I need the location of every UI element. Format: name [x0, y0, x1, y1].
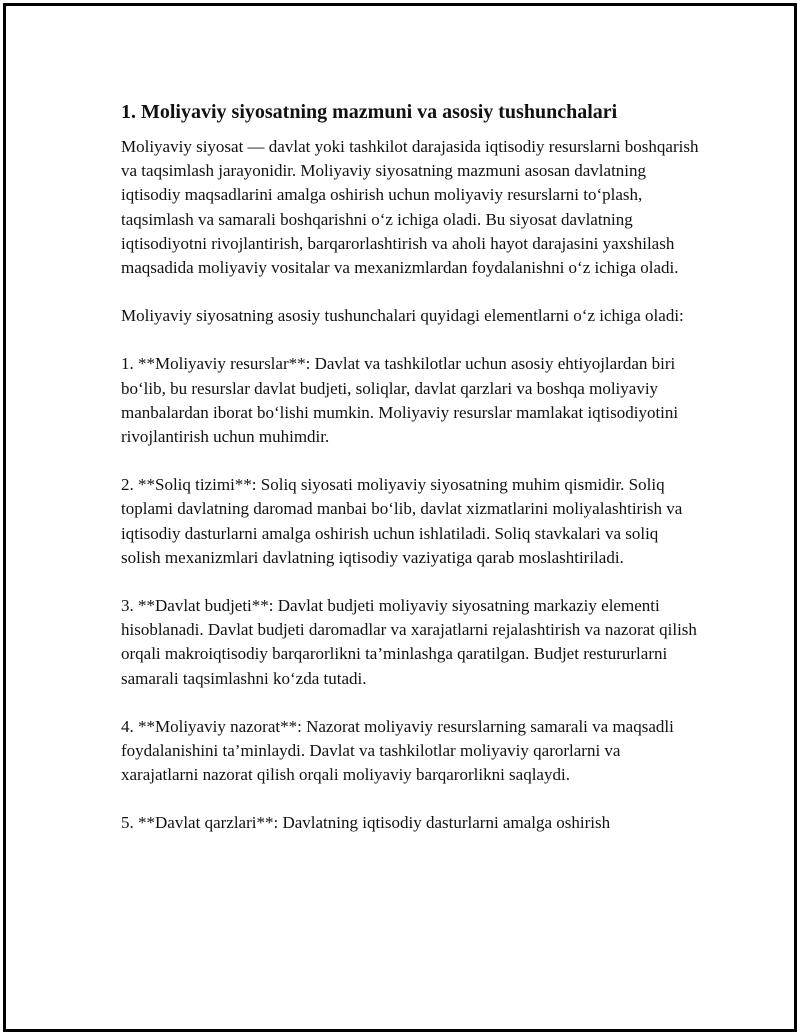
concepts-lead-paragraph: Moliyaviy siyosatning asosiy tushunchalari quyidagi elementlarni o‘z ichiga oladi:: [121, 306, 684, 326]
intro-paragraph: Moliyaviy siyosat — davlat yoki tashkilot darajasida iqtisodiy resurslarni boshqarish va taqsimlash jarayonidir. Moliyaviy siyosatning mazmuni asosan davlatning iqtisodiy maqsadlarini amalga oshirish uchun moliyaviy resurslarni to‘plash, taqsimlash va samarali boshqarishni o‘z ichiga oladi. Bu siyosat davlatning iqtisodiyotni rivojlantirish, barqarorlashtirish va aholi hayot darajasini yaxshilash maqsadida moliyaviy vositalar va mexanizmlardan foydalanishni o‘z ichiga oladi.: [121, 137, 699, 278]
section-heading: 1. Moliyaviy siyosatning mazmuni va asosiy tushunchalari: [121, 101, 618, 123]
list-item-tax-system: 2. **Soliq tizimi**: Soliq siyosati moliyaviy siyosatning muhim qismidir. Soliq toplami davlatning daromad manbai bo‘lib, davlat xizmatlarini moliyalashtirish va iqtisodiy dasturlarni amalga oshirish uchun ishlatiladi. Soliq stavkalari va soliq solish mexanizmlari davlatning iqtisodiy vaziyatiga qarab moslashtiriladi.: [121, 475, 683, 567]
list-item-financial-resources: 1. **Moliyaviy resurslar**: Davlat va tashkilotlar uchun asosiy ehtiyojlardan biri bo‘lib, bu resurslar davlat budjeti, soliqlar, davlat qarzlari va boshqa moliyaviy manbalardan iborat bo‘lishi mumkin. Moliyaviy resurslar mamlakat iqtisodiyotini rivojlantirish uchun muhimdir.: [121, 354, 679, 447]
document-body: [121, 99, 701, 860]
list-item-state-debts: 5. **Davlat qarzlari**: Davlatning iqtisodiy dasturlarni amalga oshirish: [121, 813, 611, 833]
page-frame: [3, 3, 797, 1032]
list-item-financial-control: 4. **Moliyaviy nazorat**: Nazorat moliyaviy resurslarning samarali va maqsadli foydalanishini ta’minlaydi. Davlat va tashkilotlar moliyaviy qarorlarni va xarajatlarni nazorat qilish orqali moliyaviy barqarorlikni saqlaydi.: [121, 716, 674, 785]
list-item-state-budget: 3. **Davlat budjeti**: Davlat budjeti moliyaviy siyosatning markaziy elementi hisoblanadi. Davlat budjeti daromadlar va xarajatlarni rejalashtirish va nazorat qilish orqali makroiqtisodiy barqarorlikni ta’minlashga qaratilgan. Budjet restururlarni samarali taqsimlashni ko‘zda tutadi.: [121, 596, 697, 688]
